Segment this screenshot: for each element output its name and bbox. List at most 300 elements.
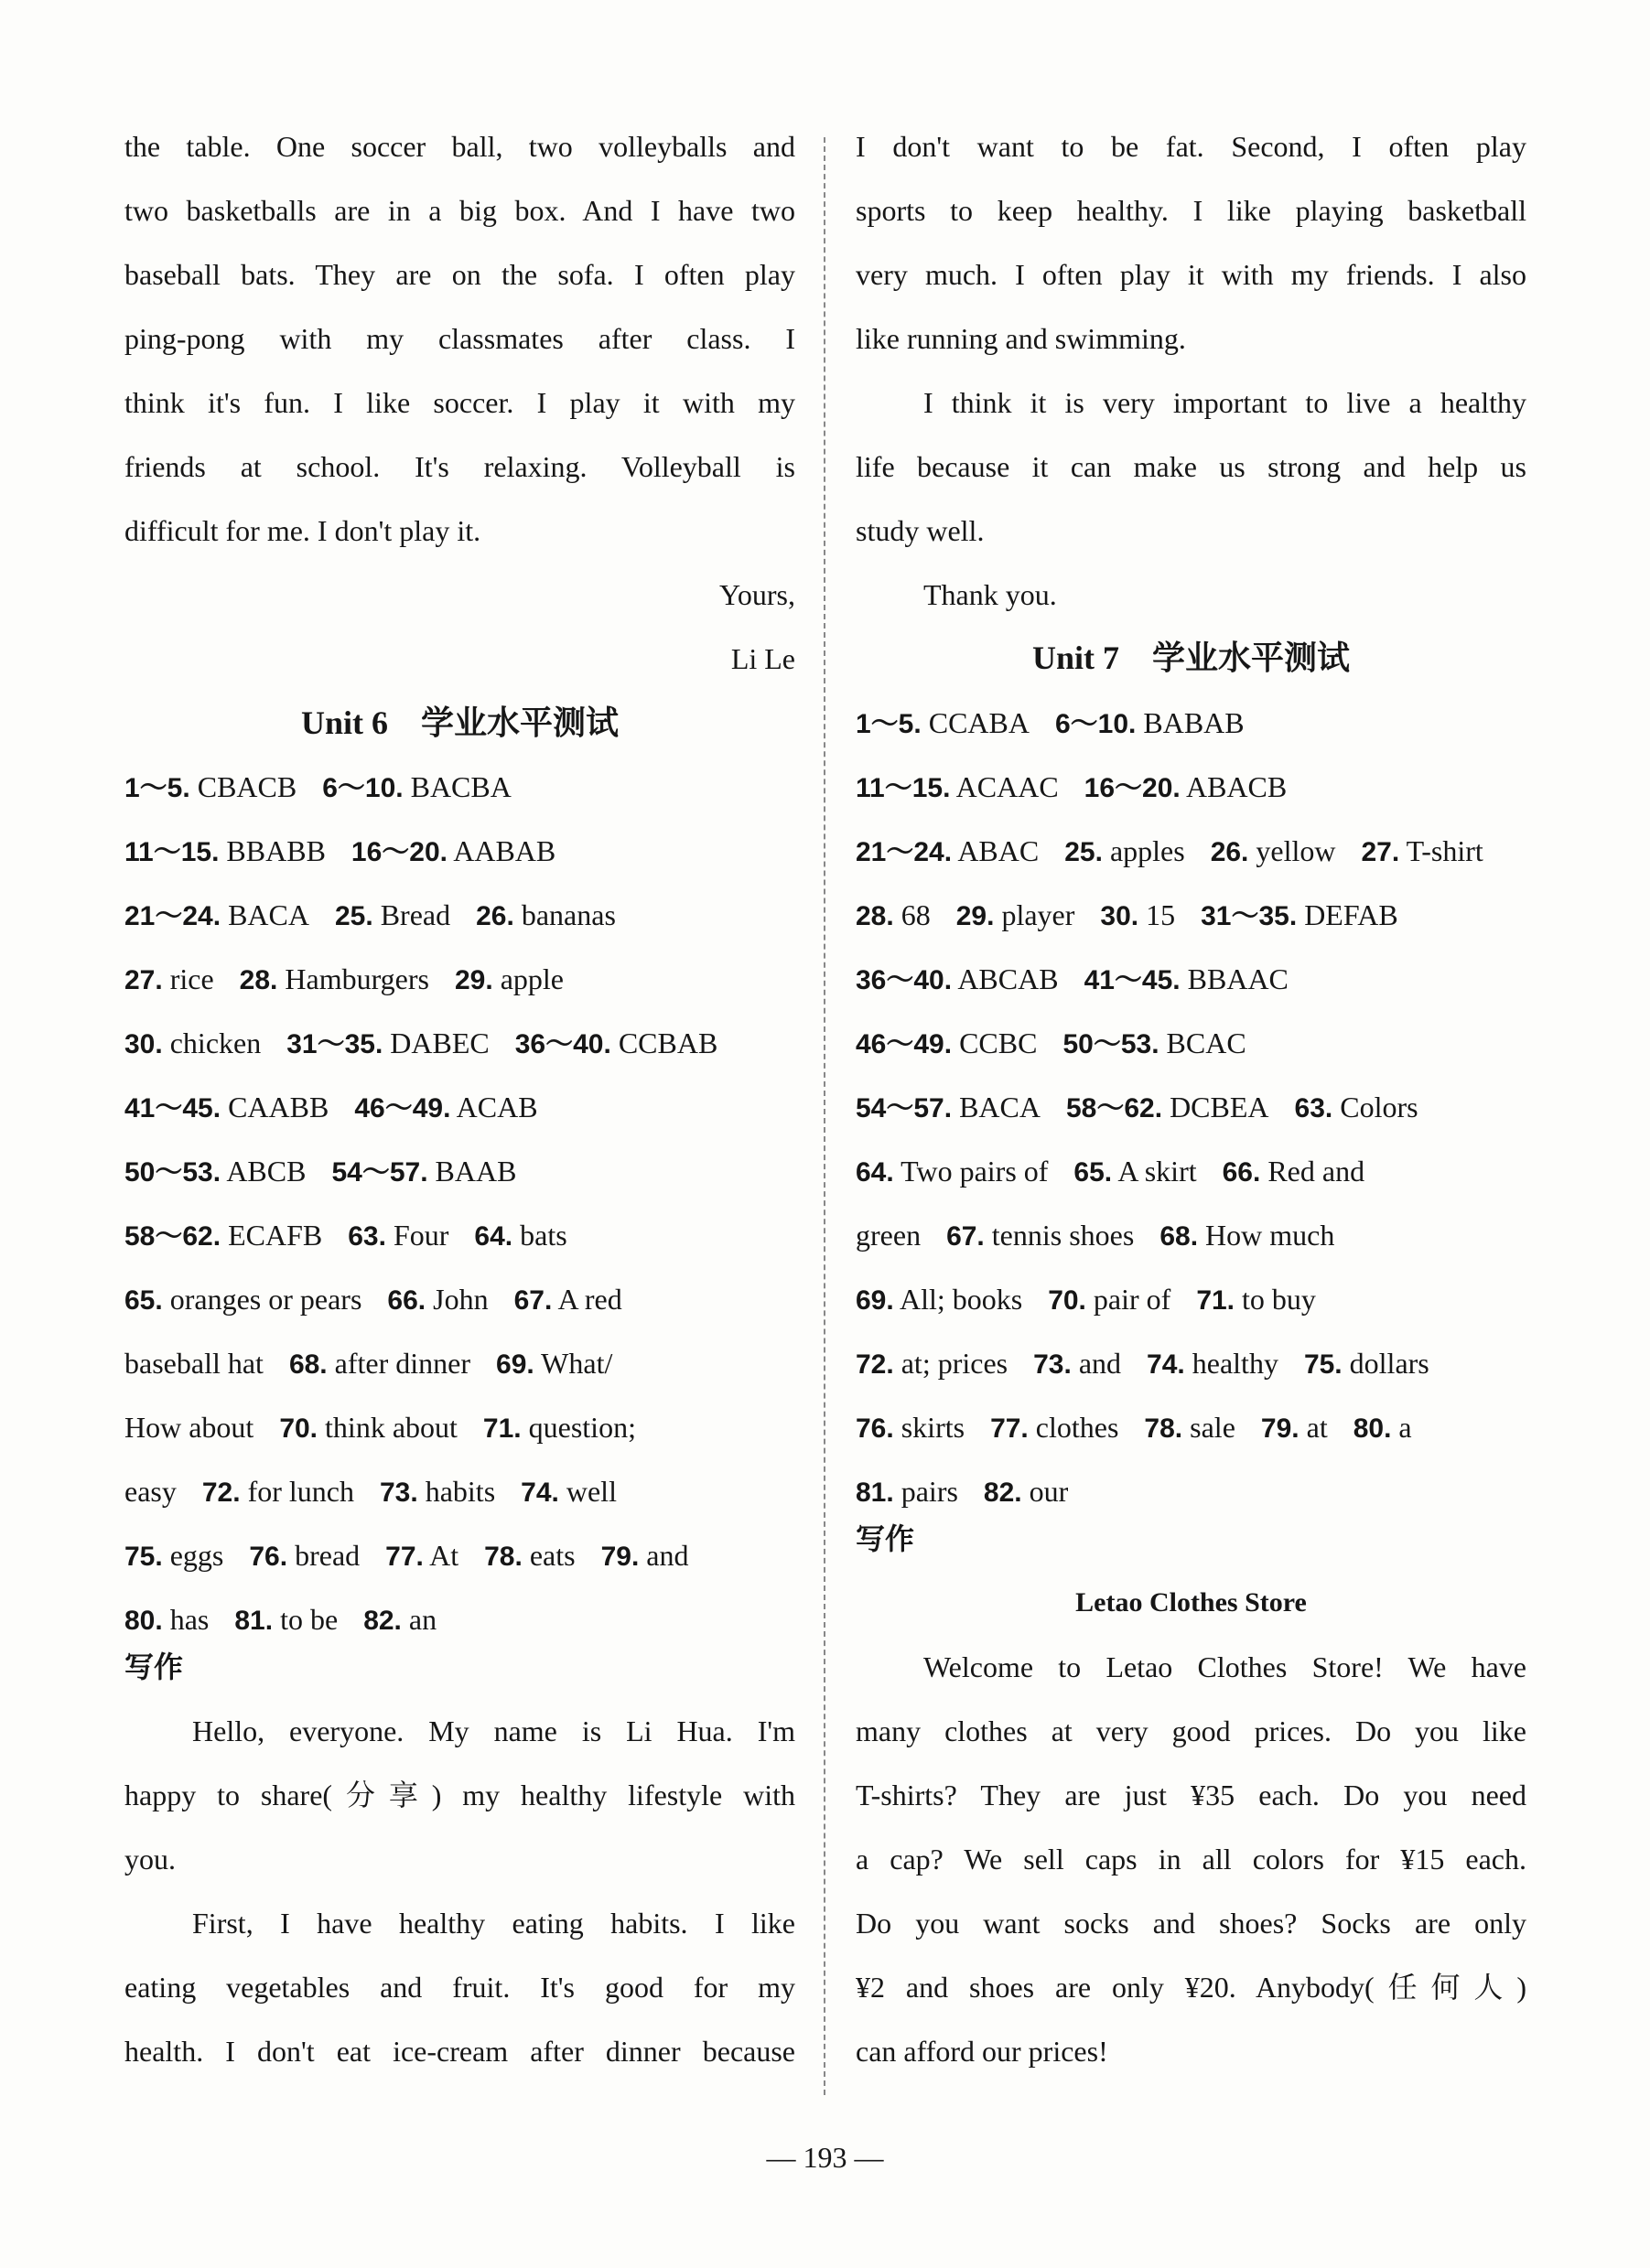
answer-text: A red	[557, 1283, 622, 1316]
answer-item	[1147, 1345, 1278, 1383]
answer-item	[124, 1473, 177, 1510]
answer-item	[856, 1409, 965, 1447]
answer-text: ABACB	[1185, 770, 1288, 803]
question-number: 36～40.	[856, 965, 953, 995]
essay-line: First, I have healthy eating habits. I like	[192, 1907, 795, 1940]
question-number: 21～24.	[124, 901, 221, 931]
answer-item	[380, 1473, 495, 1511]
question-number: 72.	[201, 1478, 241, 1508]
question-number: 79.	[600, 1542, 640, 1572]
store-line: Welcome to Letao Clothes Store! We have	[923, 1650, 1526, 1683]
answer-item	[1084, 961, 1289, 999]
answer-text: ABCB	[226, 1155, 307, 1188]
question-number: 6～10.	[1054, 709, 1137, 739]
answer-text: bananas	[521, 898, 616, 931]
letter-signature: Li Le	[730, 642, 795, 675]
answer-line	[856, 704, 1526, 741]
answer-text: ACAB	[456, 1091, 538, 1123]
answer-line	[856, 1473, 1526, 1510]
essay-line: Hello, everyone. My name is Li Hua. I'm	[192, 1714, 795, 1747]
answer-item	[202, 1473, 354, 1511]
question-number: 77.	[385, 1542, 424, 1572]
answer-line	[124, 1153, 795, 1189]
question-number: 80.	[124, 1606, 163, 1636]
answer-item	[1062, 1025, 1246, 1063]
letter-line: think it's fun. I like soccer. I play it with my	[124, 386, 795, 419]
answer-item	[483, 1409, 636, 1447]
answer-item	[1048, 1281, 1170, 1319]
answer-item	[856, 704, 1030, 743]
question-number: 27.	[1361, 837, 1400, 867]
question-number: 16～20.	[350, 837, 448, 867]
essay-line: life because it can make us strong and help us	[856, 450, 1526, 483]
answer-text: ECAFB	[228, 1219, 323, 1252]
question-number: 46～49.	[354, 1093, 451, 1123]
unit-6-heading: Unit 6 学业水平测试	[300, 704, 619, 741]
question-number: 50～53.	[124, 1157, 221, 1188]
answer-item	[515, 1025, 718, 1063]
answer-text: Red and	[1267, 1155, 1365, 1188]
answer-item	[124, 961, 214, 999]
answer-text: yellow	[1256, 834, 1336, 867]
answer-item	[1064, 833, 1184, 871]
question-number: 46～49.	[856, 1029, 953, 1059]
question-number: 26.	[476, 901, 514, 931]
answer-item	[856, 1281, 1022, 1319]
question-number: 58～62.	[124, 1221, 221, 1252]
answer-text: CCBAB	[618, 1027, 718, 1059]
answer-text: player	[1001, 898, 1075, 931]
answer-line	[124, 1537, 795, 1574]
essay-line: eating vegetables and fruit. It's good for my	[124, 1971, 795, 2004]
question-number: 82.	[983, 1478, 1022, 1508]
question-number: 63.	[1294, 1093, 1333, 1123]
question-number: 1～5.	[856, 709, 922, 739]
writing-label: 写作	[124, 1650, 184, 1684]
answer-line	[124, 961, 795, 997]
answer-item	[856, 1025, 1037, 1063]
question-number: 76.	[856, 1413, 894, 1444]
question-number: 71.	[482, 1413, 522, 1444]
answer-line	[856, 1153, 1526, 1189]
question-number: 65.	[124, 1285, 163, 1316]
answer-item	[351, 833, 555, 871]
answer-item	[363, 1601, 437, 1639]
question-number: 68.	[1159, 1221, 1199, 1252]
answer-text: to be	[280, 1603, 339, 1636]
answer-item	[856, 961, 1059, 999]
answer-text: after dinner	[334, 1347, 471, 1380]
answer-text: What/	[541, 1347, 613, 1380]
question-number: 72.	[856, 1349, 894, 1380]
answer-item	[385, 1537, 458, 1575]
question-number: 82.	[363, 1606, 402, 1636]
answer-item	[1066, 1089, 1269, 1127]
essay-line: study well.	[856, 514, 985, 547]
answer-text: think about	[325, 1411, 458, 1444]
answer-line	[856, 1281, 1526, 1317]
question-number: 1～5.	[124, 773, 190, 803]
question-number: 25.	[334, 901, 373, 931]
answer-text: BCAC	[1166, 1027, 1246, 1059]
answer-text: at; prices	[900, 1347, 1008, 1380]
answer-line	[856, 833, 1526, 869]
answer-text: to buy	[1242, 1283, 1316, 1316]
answer-text: green	[856, 1219, 922, 1252]
answer-item	[387, 1281, 488, 1319]
answer-text: DABEC	[390, 1027, 490, 1059]
question-number: 41～45.	[124, 1093, 221, 1123]
question-number: 64.	[474, 1221, 513, 1252]
answer-item	[990, 1409, 1118, 1447]
question-number: 28.	[239, 965, 278, 995]
answer-item	[1159, 1217, 1334, 1255]
letter-line: the table. One soccer ball, two volleyballs and	[124, 130, 795, 163]
question-number: 30.	[1100, 901, 1139, 931]
answer-text: dollars	[1349, 1347, 1429, 1380]
answer-text: clothes	[1035, 1411, 1119, 1444]
letter-line: baseball bats. They are on the sofa. I often play	[124, 258, 795, 291]
answer-item	[124, 1345, 264, 1381]
answer-text: John	[433, 1283, 489, 1316]
question-number: 29.	[955, 901, 995, 931]
answer-text: CCABA	[928, 706, 1030, 739]
answer-item	[124, 897, 309, 935]
answer-text: T-shirt	[1406, 834, 1483, 867]
answer-text: baseball hat	[124, 1347, 264, 1380]
question-number: 65.	[1073, 1157, 1113, 1188]
question-number: 66.	[1222, 1157, 1261, 1188]
answer-item	[124, 769, 297, 807]
answer-text: How about	[124, 1411, 254, 1444]
answer-text: Bread	[380, 898, 451, 931]
answer-text: 68	[900, 898, 931, 931]
answer-text: AABAB	[453, 834, 556, 867]
answer-text: BACBA	[410, 770, 512, 803]
answer-item	[496, 1345, 612, 1383]
question-number: 63.	[348, 1221, 386, 1252]
question-number: 30.	[124, 1029, 163, 1059]
answer-line	[856, 769, 1526, 805]
answer-item	[1211, 833, 1336, 871]
essay-line: you.	[124, 1843, 176, 1876]
unit-7-heading: Unit 7 学业水平测试	[1031, 640, 1350, 676]
question-number: 69.	[856, 1285, 894, 1316]
answer-line	[124, 1473, 795, 1510]
answer-item	[322, 769, 512, 807]
answer-item	[856, 1473, 958, 1511]
answer-text: a	[1398, 1411, 1412, 1444]
answer-text: healthy	[1192, 1347, 1278, 1380]
answer-item	[946, 1217, 1134, 1255]
answer-item	[279, 1409, 458, 1447]
question-number: 69.	[496, 1349, 534, 1380]
answer-text: Four	[393, 1219, 449, 1252]
answer-item	[474, 1217, 566, 1255]
answer-item	[124, 1217, 322, 1255]
essay-line: I don't want to be fat. Second, I often play	[856, 130, 1526, 163]
question-number: 71.	[1196, 1285, 1235, 1316]
answer-text: eggs	[169, 1539, 224, 1572]
answer-line	[124, 833, 795, 869]
question-number: 27.	[124, 965, 163, 995]
letter-line: ping-pong with my classmates after class. I	[124, 322, 795, 355]
answer-text: A skirt	[1117, 1155, 1197, 1188]
question-number: 54～57.	[856, 1093, 953, 1123]
answer-text: Two pairs of	[900, 1155, 1049, 1188]
answer-line	[856, 1409, 1526, 1446]
column-divider	[824, 137, 825, 2095]
answer-item	[1055, 704, 1245, 743]
answer-line	[856, 1217, 1526, 1253]
question-number: 68.	[288, 1349, 328, 1380]
answer-item	[124, 1089, 329, 1127]
question-number: 26.	[1210, 837, 1249, 867]
essay-line: like running and swimming.	[856, 322, 1186, 355]
answer-text: ABCAB	[957, 962, 1059, 995]
question-number: 31～35.	[286, 1029, 383, 1059]
essay-line: health. I don't eat ice-cream after dinner because	[124, 2035, 795, 2068]
answer-text: BACA	[959, 1091, 1041, 1123]
answer-line	[124, 1345, 795, 1381]
answer-item	[124, 1601, 209, 1639]
question-number: 29.	[454, 965, 493, 995]
letter-line: friends at school. It's relaxing. Volleyball is	[124, 450, 795, 483]
answer-item	[1223, 1153, 1364, 1191]
answer-line	[856, 961, 1526, 997]
writing-label: 写作	[856, 1521, 915, 1556]
question-number: 36～40.	[514, 1029, 611, 1059]
question-number: 81.	[856, 1478, 894, 1508]
letter-line: difficult for me. I don't play it.	[124, 514, 481, 547]
answer-item	[514, 1281, 622, 1319]
question-number: 76.	[249, 1542, 288, 1572]
answer-text: habits	[425, 1475, 496, 1508]
question-number: 25.	[1064, 837, 1103, 867]
question-number: 54～57.	[331, 1157, 428, 1188]
answer-item	[1353, 1409, 1412, 1447]
answer-text: pairs	[900, 1475, 958, 1508]
question-number: 74.	[521, 1478, 559, 1508]
answer-item	[124, 1153, 306, 1191]
answer-item	[124, 1537, 223, 1575]
answer-item	[249, 1537, 360, 1575]
answer-text: pair of	[1093, 1283, 1171, 1316]
answer-text: bats	[520, 1219, 567, 1252]
store-line: many clothes at very good prices. Do you like	[856, 1714, 1526, 1747]
question-number: 73.	[1033, 1349, 1072, 1380]
question-number: 67.	[513, 1285, 553, 1316]
answer-item	[856, 833, 1039, 871]
answer-text: our	[1029, 1475, 1069, 1508]
answer-text: ACAAC	[955, 770, 1059, 803]
question-number: 28.	[856, 901, 894, 931]
answer-text: at	[1306, 1411, 1328, 1444]
question-number: 73.	[379, 1478, 418, 1508]
store-line: Do you want socks and shoes? Socks are only	[856, 1907, 1526, 1940]
answer-text: BACA	[228, 898, 309, 931]
answer-text: question;	[528, 1411, 636, 1444]
answer-item	[234, 1601, 338, 1639]
question-number: 11～15.	[856, 773, 951, 803]
answer-text: tennis shoes	[991, 1219, 1135, 1252]
answer-text: well	[566, 1475, 617, 1508]
answer-text: BABAB	[1143, 706, 1245, 739]
answer-text: Hamburgers	[285, 962, 429, 995]
answer-item	[1201, 897, 1398, 935]
answer-line	[124, 1601, 795, 1638]
answer-item	[856, 769, 1059, 807]
answer-text: BBAAC	[1187, 962, 1289, 995]
answer-item	[956, 897, 1075, 935]
answer-text: and	[646, 1539, 689, 1572]
store-line: ¥2 and shoes are only ¥20. Anybody(任何人)	[856, 1971, 1526, 2004]
answer-item	[1261, 1409, 1328, 1447]
answer-item	[601, 1537, 689, 1575]
answer-text: apple	[500, 962, 564, 995]
answer-text: sale	[1190, 1411, 1235, 1444]
answer-text: eats	[529, 1539, 576, 1572]
answer-line	[124, 1025, 795, 1061]
answer-text: for lunch	[247, 1475, 354, 1508]
answer-item	[348, 1217, 448, 1255]
answer-item	[484, 1537, 575, 1575]
question-number: 70.	[1048, 1285, 1086, 1316]
answer-line	[124, 1281, 795, 1317]
answer-text: BAAB	[435, 1155, 517, 1188]
answer-text: DCBEA	[1170, 1091, 1269, 1123]
answer-text: CAABB	[228, 1091, 329, 1123]
letter-closing: Yours,	[718, 578, 795, 611]
answer-item	[289, 1345, 470, 1383]
question-number: 75.	[1303, 1349, 1343, 1380]
answer-text: easy	[124, 1475, 177, 1508]
answer-line	[856, 1345, 1526, 1381]
answer-text: 15	[1146, 898, 1176, 931]
answer-item	[1100, 897, 1175, 935]
answer-text: BBABB	[226, 834, 326, 867]
question-number: 79.	[1260, 1413, 1300, 1444]
answer-item	[476, 897, 616, 935]
answer-line	[856, 1089, 1526, 1125]
answer-text: chicken	[169, 1027, 262, 1059]
store-line: a cap? We sell caps in all colors for ¥15 each.	[856, 1843, 1526, 1876]
question-number: 74.	[1147, 1349, 1185, 1380]
essay-line: very much. I often play it with my friends. I also	[856, 258, 1526, 291]
answer-item	[856, 897, 931, 935]
answer-item	[331, 1153, 516, 1191]
answer-item	[856, 1345, 1008, 1383]
answer-item	[1196, 1281, 1316, 1319]
answer-text: bread	[295, 1539, 361, 1572]
answer-text: an	[408, 1603, 437, 1636]
answer-text: has	[169, 1603, 210, 1636]
answer-text: CBACB	[197, 770, 297, 803]
answer-text: rice	[169, 962, 214, 995]
answer-text: skirts	[900, 1411, 965, 1444]
answer-item	[1033, 1345, 1121, 1383]
page-number: — 193 —	[766, 2141, 884, 2174]
writing-title: Letao Clothes Store	[1075, 1587, 1307, 1618]
answer-item	[1362, 833, 1483, 871]
answer-text: How much	[1205, 1219, 1335, 1252]
question-number: 78.	[484, 1542, 523, 1572]
answer-item	[124, 1409, 253, 1446]
answer-item	[856, 1089, 1041, 1127]
answer-line	[124, 769, 795, 805]
answer-text: CCBC	[959, 1027, 1038, 1059]
question-number: 81.	[234, 1606, 274, 1636]
essay-line: sports to keep healthy. I like playing basketball	[856, 194, 1526, 227]
answer-item	[1084, 769, 1288, 807]
store-line: T-shirts? They are just ¥35 each. Do you need	[856, 1779, 1526, 1811]
question-number: 16～20.	[1084, 773, 1181, 803]
answer-text: Colors	[1340, 1091, 1418, 1123]
question-number: 6～10.	[322, 773, 404, 803]
answer-item	[124, 833, 326, 871]
question-number: 31～35.	[1201, 901, 1298, 931]
answer-text: ABAC	[957, 834, 1040, 867]
essay-line: happy to share(分享) my healthy lifestyle with	[124, 1779, 795, 1811]
essay-line: Thank you.	[923, 578, 1057, 611]
store-line: can afford our prices!	[856, 2035, 1108, 2068]
answer-line	[124, 1409, 795, 1446]
answer-item	[856, 1217, 921, 1253]
answer-text: DEFAB	[1304, 898, 1398, 931]
answer-item	[240, 961, 429, 999]
question-number: 70.	[279, 1413, 318, 1444]
question-number: 80.	[1353, 1413, 1392, 1444]
answer-text: At	[429, 1539, 459, 1572]
answer-text: All; books	[899, 1283, 1023, 1316]
question-number: 66.	[387, 1285, 426, 1316]
question-number: 67.	[946, 1221, 985, 1252]
answer-item	[124, 1025, 261, 1063]
question-number: 64.	[856, 1157, 894, 1188]
question-number: 21～24.	[856, 837, 953, 867]
question-number: 11～15.	[124, 837, 220, 867]
answer-item	[455, 961, 564, 999]
question-number: 78.	[1144, 1413, 1183, 1444]
answer-item	[124, 1281, 361, 1319]
answer-text: and	[1078, 1347, 1122, 1380]
answer-item	[521, 1473, 617, 1511]
question-number: 77.	[990, 1413, 1029, 1444]
letter-line: two basketballs are in a big box. And I have two	[124, 194, 795, 227]
answer-line	[124, 897, 795, 933]
answer-item	[1144, 1409, 1235, 1447]
answer-line	[124, 1217, 795, 1253]
answer-item	[1073, 1153, 1196, 1191]
answer-item	[1295, 1089, 1418, 1127]
essay-line: I think it is very important to live a healthy	[923, 386, 1526, 419]
answer-item	[984, 1473, 1068, 1511]
answer-line	[856, 1025, 1526, 1061]
answer-item	[335, 897, 450, 935]
answer-item	[286, 1025, 490, 1063]
question-number: 58～62.	[1065, 1093, 1163, 1123]
answer-text: oranges or pears	[169, 1283, 362, 1316]
answer-line	[856, 897, 1526, 933]
answer-item	[856, 1153, 1048, 1191]
question-number: 41～45.	[1084, 965, 1181, 995]
answer-line	[124, 1089, 795, 1125]
question-number: 50～53.	[1062, 1029, 1159, 1059]
answer-item	[1304, 1345, 1429, 1383]
answer-text: apples	[1109, 834, 1185, 867]
question-number: 75.	[124, 1542, 163, 1572]
answer-item	[354, 1089, 537, 1127]
